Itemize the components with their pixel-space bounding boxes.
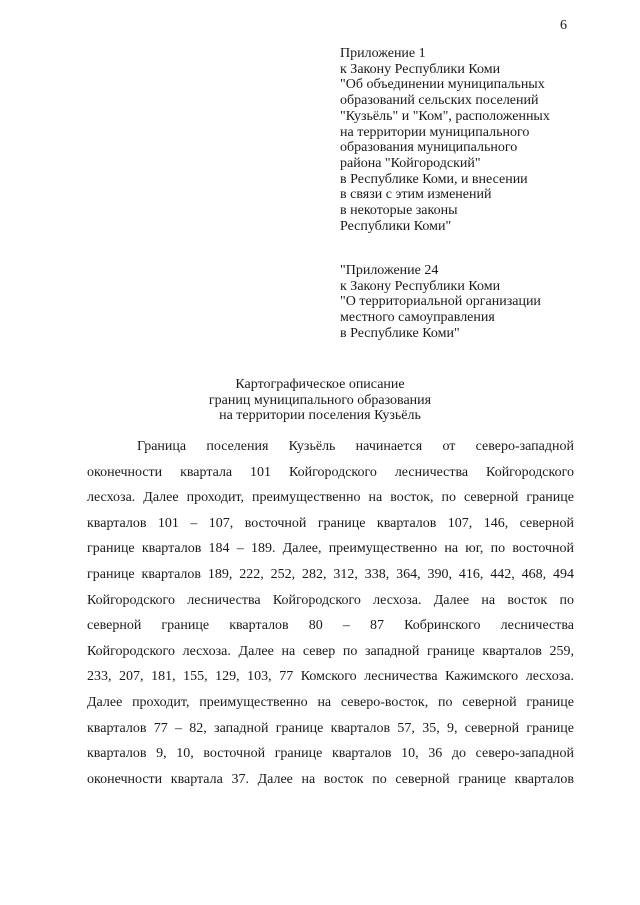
appendix-1-line: Приложение 1 (340, 46, 426, 61)
paragraph-line: границе кварталов 184 – 189. Далее, преимущественно на юг, по восточной (87, 541, 574, 557)
heading-line: на территории поселения Кузьёль (219, 408, 421, 424)
appendix-1-line: к Закону Республики Коми (340, 61, 501, 77)
appendix-24-header (340, 263, 630, 342)
paragraph-line: оконечности квартала 101 Койгородского лесничества Койгородского (87, 464, 574, 480)
appendix-1-line: образования муниципального (340, 140, 518, 156)
appendix-24-line: местного самоуправления (340, 310, 495, 326)
appendix-1-line: в Республике Коми, и внесении (340, 171, 528, 187)
paragraph-line: оконечности квартала 37. Далее на восток по северной границе кварталов (87, 771, 574, 787)
boundary-description-paragraph (87, 434, 574, 792)
document-heading (100, 377, 540, 424)
paragraph-line: кварталов 77 – 82, западной границе кварталов 57, 35, 9, северной границе (87, 720, 574, 736)
paragraph-line: кварталов 101 – 107, восточной границе кварталов 107, 146, северной (87, 515, 574, 531)
appendix-1-line: "Об объединении муниципальных (340, 77, 545, 93)
paragraph-line: Далее проходит, преимущественно на северо-восток, по северной границе (87, 694, 574, 710)
appendix-24-line: "Приложение 24 (340, 263, 439, 278)
appendix-24-line: "О территориальной организации (340, 294, 541, 310)
heading-line: Картографическое описание (235, 377, 405, 392)
appendix-1-line: на территории муниципального (340, 124, 530, 140)
appendix-1-line: в некоторые законы (340, 203, 458, 219)
paragraph-line: Койгородского лесхоза. Далее на север по западной границе кварталов 259, (87, 643, 574, 659)
paragraph-line: северной границе кварталов 80 – 87 Кобринского лесничества (87, 618, 574, 634)
paragraph-line: лесхоза. Далее проходит, преимущественно на восток, по северной границе (87, 490, 574, 506)
appendix-1-line: района "Койгородский" (340, 155, 481, 171)
appendix-24-line: в Республике Коми" (340, 325, 460, 341)
paragraph-line: 233, 207, 181, 155, 129, 103, 77 Комского лесничества Кажимского лесхоза. (87, 669, 574, 685)
heading-line: границ муниципального образования (208, 392, 432, 408)
page-number: 6 (560, 18, 567, 33)
appendix-1-line: "Кузьёль" и "Ком", расположенных (340, 108, 550, 124)
paragraph-line: Койгородского лесничества Койгородского лесхоза. Далее на восток по (87, 592, 574, 608)
appendix-1-line: образований сельских поселений (340, 93, 539, 109)
appendix-1-line: Республики Коми" (340, 218, 452, 234)
paragraph-line: кварталов 9, 10, восточной границе кварталов 10, 36 до северо-западной (87, 746, 574, 762)
paragraph-line: границе кварталов 189, 222, 252, 282, 312, 338, 364, 390, 416, 442, 468, 494 (87, 566, 574, 582)
appendix-1-header (340, 46, 630, 234)
appendix-1-line: в связи с этим изменений (340, 187, 492, 203)
appendix-24-line: к Закону Республики Коми (340, 278, 501, 294)
paragraph-line: Граница поселения Кузьёль начинается от северо-западной (137, 439, 574, 454)
